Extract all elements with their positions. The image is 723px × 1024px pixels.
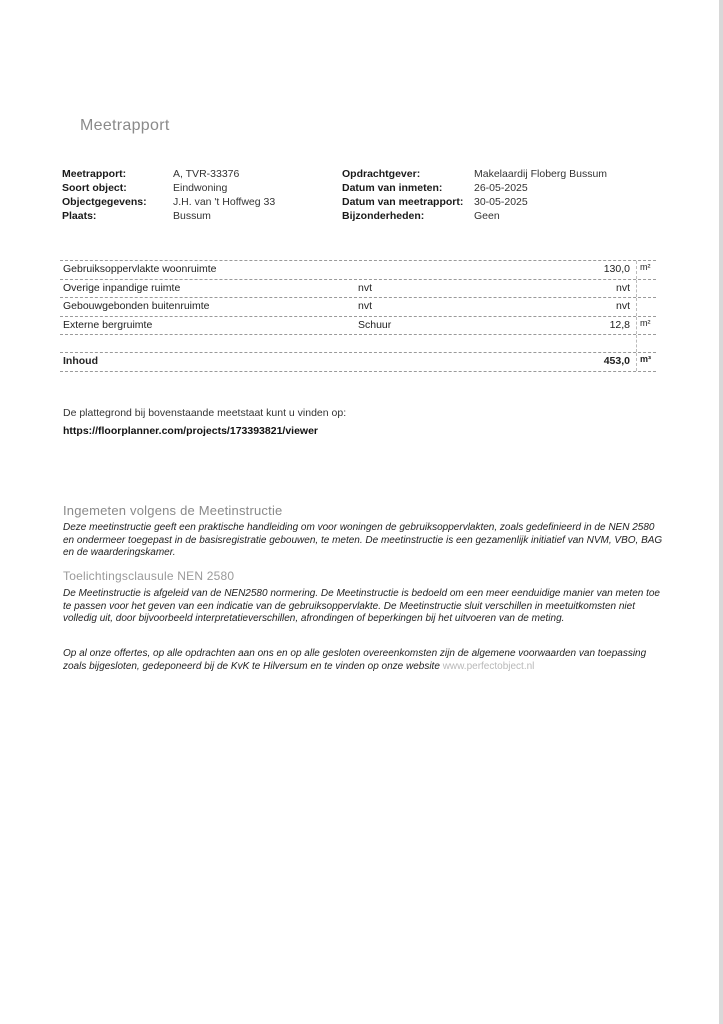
- table-total-row: [60, 353, 656, 372]
- column-divider: [636, 317, 637, 335]
- table-row: [60, 298, 656, 317]
- row-label: Gebouwgebonden buitenruimte: [63, 300, 210, 312]
- total-unit: m³: [640, 354, 651, 364]
- table-row: [60, 260, 656, 280]
- section-heading-meetinstructie: Ingemeten volgens de Meetinstructie: [63, 503, 283, 518]
- meta-row-soort-object: [62, 181, 275, 195]
- floorplan-intro: De plattegrond bij bovenstaande meetstaat kunt u vinden op:: [63, 407, 347, 419]
- section-heading-toelichting: Toelichtingsclausule NEN 2580: [63, 569, 235, 583]
- terms-text: Op al onze offertes, op alle opdrachten aan ons en op alle gesloten overeenkomsten zijn de algemene voorwaarden van toepassing zoals bijgesloten, gedeponeerd bij de KvK te Hilversum en te vinden op onze website: [63, 648, 647, 672]
- meta-value: A, TVR-33376: [173, 168, 240, 180]
- meta-row-datum-inmeten: [342, 181, 607, 195]
- meta-row-opdrachtgever: [342, 167, 607, 181]
- meta-label: Meetrapport:: [62, 168, 127, 180]
- page-title: Meetrapport: [80, 117, 170, 134]
- meta-value: 30-05-2025: [474, 196, 528, 208]
- meta-right: [342, 167, 607, 223]
- row-note: nvt: [358, 300, 373, 312]
- meta-row-datum-meetrapport: [342, 195, 607, 209]
- row-unit: m²: [640, 262, 651, 272]
- meta-label: Soort object:: [62, 182, 127, 194]
- meta-label: Objectgegevens:: [62, 196, 147, 208]
- column-divider: [636, 353, 637, 371]
- row-value: 130,0: [603, 263, 630, 275]
- meta-value: J.H. van 't Hoffweg 33: [173, 196, 276, 208]
- table-row: [60, 317, 656, 336]
- meta-row-plaats: [62, 209, 275, 223]
- row-label: Externe bergruimte: [63, 318, 153, 331]
- toelichting-paragraph: De Meetinstructie is afgeleid van de NEN2580 normering. De Meetinstructie is bedoeld om een meer eenduidige manier van meten toe te passen voor het geven van een indicatie van de gebruiksoppervlakte. De Meetinstructie sluit verschillen in meetuitkomsten niet volledig uit, door bijvoorbeeld interpretatieverschillen, afrondingen of beperkingen bij het uitvoeren van de meting.: [63, 588, 660, 625]
- row-label: Gebruiksoppervlakte woonruimte: [63, 263, 217, 275]
- floorplan-link[interactable]: https://floorplanner.com/projects/173393821/viewer: [63, 425, 319, 437]
- meta-row-bijzonderheden: [342, 209, 607, 223]
- meta-label: Plaats:: [62, 210, 97, 222]
- meta-value: Geen: [474, 210, 500, 222]
- measurement-table: [60, 260, 656, 372]
- terms-paragraph: [63, 648, 663, 673]
- row-note: Schuur: [358, 318, 392, 331]
- meetinstructie-paragraph: Deze meetinstructie geeft een praktische handleiding om voor woningen de gebruiksoppervlakten, zoals gedefinieerd in de NEN 2580 en ondermeer toegepast in de basisregistratie gebouwen, te meten. De meetinstructie is een gezamenlijk initiatief van NVM, VBO, BAG en de waarderingskamer.: [63, 522, 663, 559]
- meta-label: Datum van meetrapport:: [342, 196, 464, 208]
- scan-edge: [719, 0, 723, 1024]
- meta-label: Datum van inmeten:: [342, 182, 443, 194]
- table-spacer-row: [60, 335, 656, 353]
- row-label: Overige inpandige ruimte: [63, 281, 181, 294]
- meta-row-objectgegevens: [62, 195, 275, 209]
- table-row: [60, 280, 656, 299]
- column-divider: [636, 335, 637, 352]
- row-value: nvt: [615, 300, 630, 312]
- meta-label: Opdrachtgever:: [342, 168, 421, 180]
- row-unit: m²: [640, 317, 651, 328]
- row-value: 12,8: [609, 318, 630, 331]
- meta-value: Bussum: [173, 210, 211, 222]
- column-divider: [636, 280, 637, 298]
- meta-value: 26-05-2025: [474, 182, 528, 194]
- meta-label: Bijzonderheden:: [342, 210, 425, 222]
- total-value: 453,0: [603, 355, 630, 367]
- total-label: Inhoud: [63, 355, 98, 367]
- column-divider: [636, 261, 637, 279]
- meta-value: Eindwoning: [173, 182, 228, 194]
- column-divider: [636, 298, 637, 316]
- row-note: nvt: [358, 281, 373, 294]
- website-link[interactable]: www.perfectobject.nl: [442, 660, 535, 672]
- row-value: nvt: [615, 281, 630, 294]
- meta-left: [62, 167, 275, 223]
- meta-row-meetrapport: [62, 167, 275, 181]
- meta-value: Makelaardij Floberg Bussum: [474, 168, 608, 180]
